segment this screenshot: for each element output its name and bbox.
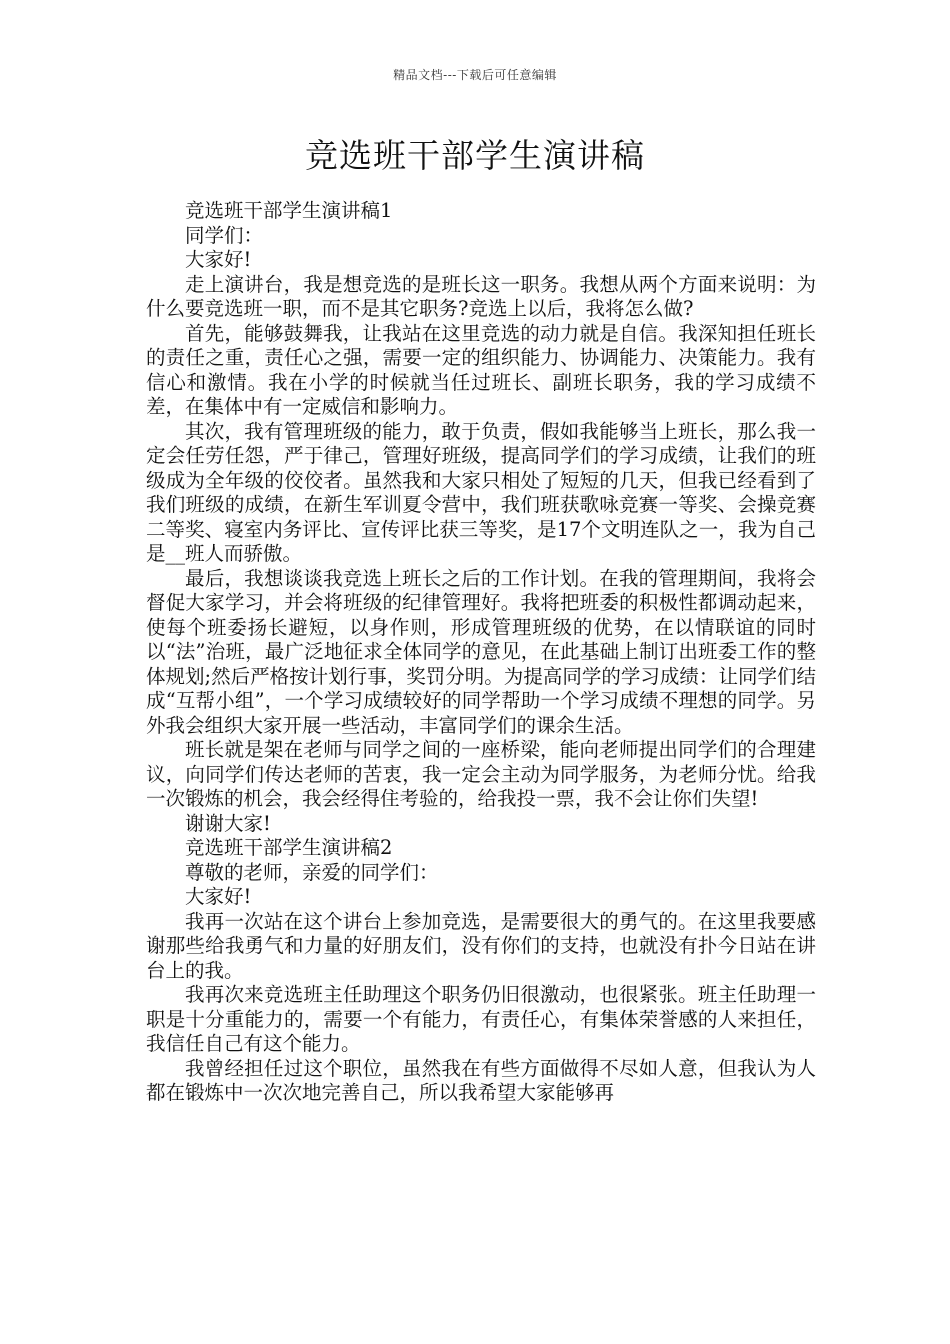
section-heading-2: 竞选班干部学生演讲稿2: [185, 836, 393, 859]
salutation: 尊敬的老师，亲爱的同学们：: [185, 860, 439, 884]
paragraph: 走上演讲台，我是想竞选的是班长这一职务。我想从两个方面来说明：为什么要竞选班一职，而不是其它职务?竞选上以后，我将怎么做?: [146, 272, 816, 320]
paragraph: 班长就是架在老师与同学之间的一座桥梁，能向老师提出同学们的合理建议，向同学们传达老师的苦衷，我一定会主动为同学服务，为老师分忧。给我一次锻炼的机会，我会经得住考验的，给我投一票，我不会让你们失望!: [146, 738, 816, 810]
closing: 谢谢大家!: [185, 811, 271, 835]
paragraph: 其次，我有管理班级的能力，敢于负责，假如我能够当上班长，那么我一定会任劳任怨，严于律己，管理好班级，提高同学们的学习成绩，让我们的班级成为全年级的佼佼者。虽然我和大家只相处了短短的几天，但我已经看到了我们班级的成绩，在新生军训夏令营中，我们班获歌咏竞赛一等奖、会操竞赛二等奖、寝室内务评比、宣传评比获三等奖，是17个文明连队之一，我为自己是__班人而骄傲。: [146, 419, 816, 565]
page-header-note: 精品文档---下载后可任意编辑: [393, 68, 557, 82]
salutation: 同学们：: [185, 223, 264, 247]
document-body: [146, 199, 816, 1106]
document-title: 竞选班干部学生演讲稿: [305, 136, 645, 175]
paragraph: 首先，能够鼓舞我，让我站在这里竞选的动力就是自信。我深知担任班长的责任之重，责任心之强，需要一定的组织能力、协调能力、决策能力。我有信心和激情。我在小学的时候就当任过班长、副班长职务，我的学习成绩不差，在集体中有一定威信和影响力。: [146, 321, 816, 418]
section-heading-1: 竞选班干部学生演讲稿1: [185, 199, 393, 222]
paragraph: 最后，我想谈谈我竞选上班长之后的工作计划。在我的管理期间，我将会督促大家学习，并会将班级的纪律管理好。我将把班委的积极性都调动起来，使每个班委扬长避短，以身作则，形成管理班级的优势，在以情联谊的同时以“法”治班，最广泛地征求全体同学的意见，在此基础上制订出班委工作的整体规划;然后严格按计划行事，奖罚分明。为提高同学的学习成绩：让同学们结成“互帮小组”，一个学习成绩较好的同学帮助一个学习成绩不理想的同学。另外我会组织大家开展一些活动，丰富同学们的课余生活。: [146, 566, 816, 737]
greeting: 大家好!: [185, 248, 252, 271]
paragraph: 我再一次站在这个讲台上参加竞选，是需要很大的勇气的。在这里我要感谢那些给我勇气和力量的好朋友们，没有你们的支持，也就没有扑今日站在讲台上的我。: [146, 909, 816, 982]
greeting: 大家好!: [185, 885, 252, 908]
paragraph: 我曾经担任过这个职位，虽然我在有些方面做得不尽如人意，但我认为人都在锻炼中一次次地完善自己，所以我希望大家能够再: [146, 1056, 816, 1104]
paragraph: 我再次来竞选班主任助理这个职务仍旧很激动，也很紧张。班主任助理一职是十分重能力的，需要一个有能力，有责任心，有集体荣誉感的人来担任，我信任自己有这个能力。: [146, 983, 816, 1055]
